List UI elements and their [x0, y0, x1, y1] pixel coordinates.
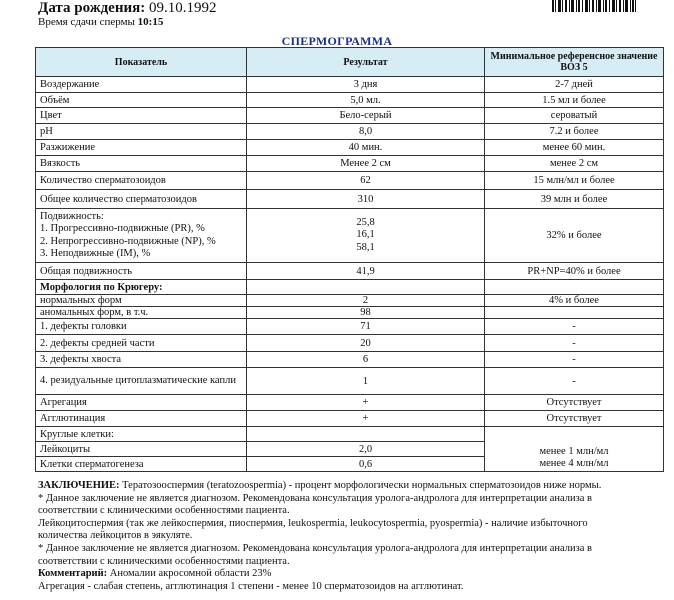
row-parameter: Вязкость — [36, 156, 247, 172]
table-header-row — [36, 48, 664, 77]
disclaimer-line: * Данное заключение не является диагнозом. Рекомендована консультация уролога-андролога для интерпретации анализа в — [38, 492, 593, 504]
row-parameter: Общая подвижность — [36, 263, 247, 280]
row-reference: 7.2 и более — [485, 124, 664, 140]
collection-time-value: 10:15 — [137, 16, 164, 28]
comments-text: Аномалии акросомной области 23% — [109, 568, 272, 580]
row-result: Бело-серый — [247, 108, 485, 124]
motility-result: 25,8 — [356, 216, 375, 228]
row-result: 0,6 — [247, 457, 485, 472]
row-parameter: 2. дефекты средней части — [36, 335, 247, 352]
page-title: СПЕРМОГРАММА — [281, 34, 393, 48]
round-cells-title-row — [36, 427, 664, 442]
row-result: 2 — [247, 295, 485, 307]
birth-date — [38, 0, 216, 17]
row-parameter: Количество сперматозоидов — [36, 172, 247, 190]
birth-date-value: 09.10.1992 — [148, 0, 217, 16]
row-parameter: Лейкоциты — [36, 442, 247, 457]
row-reference: - — [485, 335, 664, 352]
row-parameter: Агрегация — [36, 395, 247, 411]
row-reference: PR+NP=40% и более — [485, 263, 664, 280]
row-result: 2,0 — [247, 442, 485, 457]
motility-item: 3. Неподвижные (IM), % — [40, 248, 151, 259]
row-reference: - — [485, 352, 664, 368]
morphology-title-row — [36, 280, 664, 295]
conclusion-text: Тератозооспермия (teratozoospermia) - процент морфологически нормальных сперматозоидов ниже нормы. — [122, 480, 602, 491]
disclaimer-line: соответствии с клиническими особенностями пациента. — [38, 555, 290, 567]
round-cells-reference — [485, 427, 664, 472]
row-parameter: 1. дефекты головки — [36, 319, 247, 335]
row-result: + — [247, 411, 485, 427]
table-row — [36, 172, 664, 190]
row-result: 62 — [247, 172, 485, 190]
motility-row — [36, 209, 664, 263]
row-reference: 39 млн и более — [485, 190, 664, 209]
row-reference: 1.5 мл и более — [485, 93, 664, 108]
table-row — [36, 319, 664, 335]
row-reference: Отсутствует — [485, 395, 664, 411]
table-row — [36, 124, 664, 140]
leukocytospermia-line: Лейкоцитоспермия (так же лейкоспермия, пиоспермия, leukospermia, leukocytospermia, pyospermia) - наличие избыточного — [38, 517, 588, 529]
birth-date-label: Дата рождения: — [38, 0, 146, 16]
motility-results — [247, 209, 485, 263]
table-row — [36, 93, 664, 108]
motility-title: Подвижность: — [40, 210, 104, 222]
row-reference: - — [485, 368, 664, 395]
round-cells-reference-1: менее 1 млн/мл — [539, 446, 609, 457]
row-result: 98 — [247, 307, 485, 319]
row-parameter: аномальных форм, в т.ч. — [36, 307, 247, 319]
motility-reference: 32% и более — [485, 209, 664, 263]
row-result: 41,9 — [247, 263, 485, 280]
row-result: 310 — [247, 190, 485, 209]
row-parameter: Клетки сперматогенеза — [36, 457, 247, 472]
column-header-result: Результат — [247, 48, 485, 77]
motility-parameters — [36, 209, 247, 263]
row-result: 3 дня — [247, 77, 485, 93]
row-parameter: нормальных форм — [36, 295, 247, 307]
row-reference: Отсутствует — [485, 411, 664, 427]
table-row — [36, 108, 664, 124]
row-reference: - — [485, 319, 664, 335]
row-result: 71 — [247, 319, 485, 335]
table-row — [36, 190, 664, 209]
row-parameter: Агглютинация — [36, 411, 247, 427]
round-cells-title: Круглые клетки: — [36, 427, 247, 442]
row-result: 8,0 — [247, 124, 485, 140]
empty-cell — [247, 280, 485, 295]
results-table — [35, 47, 664, 472]
motility-item: 1. Прогрессивно-подвижные (PR), % — [40, 223, 205, 234]
empty-cell — [485, 280, 664, 295]
table-row — [36, 77, 664, 93]
column-header-reference: Минимальное референсное значение ВОЗ 5 — [485, 48, 664, 77]
row-reference: сероватый — [485, 108, 664, 124]
disclaimer-line: соответствии с клиническими особенностями пациента. — [38, 505, 290, 517]
motility-result: 16,1 — [356, 229, 375, 241]
table-row — [36, 295, 664, 307]
table-row — [36, 156, 664, 172]
table-row — [36, 335, 664, 352]
round-cells-reference-2: менее 4 млн/мл — [539, 458, 609, 469]
table-row — [36, 263, 664, 280]
leukocytospermia-line: количества лейкоцитов в эякуляте. — [38, 530, 193, 542]
row-result: 1 — [247, 368, 485, 395]
row-parameter: 3. дефекты хвоста — [36, 352, 247, 368]
table-row — [36, 307, 664, 319]
row-parameter: pH — [36, 124, 247, 140]
row-parameter: Воздержание — [36, 77, 247, 93]
row-result: 20 — [247, 335, 485, 352]
collection-time — [38, 16, 163, 28]
row-reference: менее 2 см — [485, 156, 664, 172]
column-header-parameter: Показатель — [36, 48, 247, 77]
comments-label: Комментарий: — [38, 568, 108, 580]
conclusion-label: ЗАКЛЮЧЕНИЕ: — [38, 480, 120, 491]
row-result: Менее 2 см — [247, 156, 485, 172]
comments-line — [38, 568, 638, 581]
conclusion-line — [38, 480, 638, 493]
row-reference: менее 60 мин. — [485, 140, 664, 156]
conclusion-block — [38, 480, 638, 593]
row-reference: 4% и более — [485, 295, 664, 307]
disclaimer-line: * Данное заключение не является диагнозом. Рекомендована консультация уролога-андролога для интерпретации анализа в — [38, 542, 593, 554]
table-row — [36, 352, 664, 368]
collection-time-label: Время сдачи спермы — [38, 16, 135, 28]
row-result: + — [247, 395, 485, 411]
table-row — [36, 411, 664, 427]
row-parameter: Разжижение — [36, 140, 247, 156]
motility-result: 58,1 — [356, 241, 375, 253]
row-result: 6 — [247, 352, 485, 368]
row-result: 40 мин. — [247, 140, 485, 156]
row-parameter: Объём — [36, 93, 247, 108]
table-row — [36, 368, 664, 395]
table-row — [36, 395, 664, 411]
morphology-title: Морфология по Крюгеру: — [36, 280, 247, 295]
row-reference: 2-7 дней — [485, 77, 664, 93]
row-reference: 15 млн/мл и более — [485, 172, 664, 190]
barcode-icon — [552, 0, 636, 12]
motility-item: 2. Непрогрессивно-подвижные (NP), % — [40, 235, 216, 247]
row-parameter: 4. резидуальные цитоплазматические капли — [36, 368, 247, 395]
row-result: 5,0 мл. — [247, 93, 485, 108]
empty-cell — [247, 427, 485, 442]
aggregation-note: Агрегация - слабая степень, агглютинация 1 степени - менее 10 сперматозоидов на агглютинат. — [38, 580, 464, 592]
row-parameter: Общее количество сперматозоидов — [36, 190, 247, 209]
table-row — [36, 140, 664, 156]
empty-cell — [485, 307, 664, 319]
row-parameter: Цвет — [36, 108, 247, 124]
